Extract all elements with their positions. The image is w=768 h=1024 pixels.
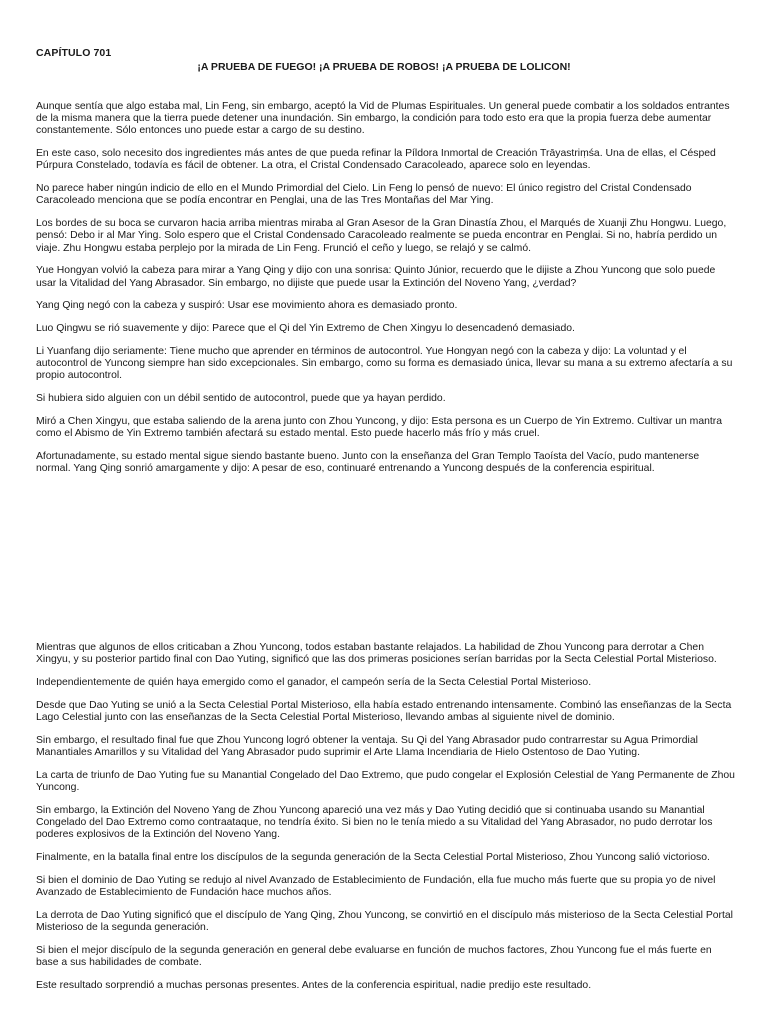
paragraph: Luo Qingwu se rió suavemente y dijo: Parece que el Qi del Yin Extremo de Chen Xingyu lo desencadenó demasiado. <box>36 323 575 335</box>
paragraph: Yang Qing negó con la cabeza y suspiró: Usar ese movimiento ahora es demasiado pronto. <box>36 300 458 312</box>
chapter-title: ¡A PRUEBA DE FUEGO! ¡A PRUEBA DE ROBOS! ¡A PRUEBA DE LOLICON! <box>197 61 571 73</box>
paragraph: Desde que Dao Yuting se unió a la Secta Celestial Portal Misterioso, ella había estado entrenando intensamente. Combinó las enseñanzas de la Secta Lago Celestial junto con las enseñanzas de la Secta Celestial Portal Misterioso, llevando ambas al siguiente nivel de dominio. <box>36 699 732 723</box>
paragraph: Este resultado sorprendió a muchas personas presentes. Antes de la conferencia espiritual, nadie predijo este resultado. <box>36 979 592 991</box>
paragraph: Afortunadamente, su estado mental sigue siendo bastante bueno. Junto con la enseñanza del Gran Templo Taoísta del Vacío, pudo mantenerse normal. Yang Qing sonrió amargamente y dijo: A pesar de eso, continuaré entrenando a Yuncong después de la conferencia espiritual. <box>36 451 700 475</box>
paragraph: Aunque sentía que algo estaba mal, Lin Feng, sin embargo, aceptó la Vid de Plumas Espirituales. Un general puede combatir a los soldados entrantes de la misma manera que la tierra puede detener una inundación. Sin embargo, la condición para todo esto era que la propia fuerza debe aumentar constantemente. Sólo entonces uno puede estar a cargo de su destino. <box>36 101 730 137</box>
paragraph: Sin embargo, el resultado final fue que Zhou Yuncong logró obtener la ventaja. Su Qi del Yang Abrasador pudo contrarrestar su Agua Primordial Manantiales Amarillos y su Vitalidad del Yang Abrasador pudo suprimir el Arte Llama Incendiaria de Hielo Ostentoso de Dao Yuting. <box>36 734 698 758</box>
paragraph: Los bordes de su boca se curvaron hacia arriba mientras miraba al Gran Asesor de la Gran Dinastía Zhou, el Marqués de Xuanji Zhu Hongwu. Luego, pensó: Debo ir al Mar Ying. Solo espero que el Cristal Condensado Caracoleado realmente se pueda encontrar en Penglai. Si no, habría perdido un viaje. Zhu Hongwu estaba perplejo por la mirada de Lin Feng. Frunció el ceño y luego, se relajó y se calmó. <box>36 218 727 254</box>
paragraph: En este caso, solo necesito dos ingredientes más antes de que pueda refinar la Píldora Inmortal de Creación Trāyastriṃśa. Una de ellas, el Césped Púrpura Constelado, todavía es fácil de obtener. La otra, el Cristal Condensado Caracoleado, aparece solo en leyendas. <box>36 148 716 172</box>
paragraph: Li Yuanfang dijo seriamente: Tiene mucho que aprender en términos de autocontrol. Yue Hongyan negó con la cabeza y dijo: La voluntad y el autocontrol de Yuncong siempre han sido excepcionales. Sin embargo, como su forma es demasiado única, llevar su mana a su extremo afectaría a su propio autocontrol. <box>36 346 733 382</box>
paragraph: Miró a Chen Xingyu, que estaba saliendo de la arena junto con Zhou Yuncong, y dijo: Esta persona es un Cuerpo de Yin Extremo. Cultivar un mantra como el Abismo de Yin Extremo también afectará su estado mental. Esto puede hacerlo más frío y más cruel. <box>36 416 723 440</box>
paragraph: La derrota de Dao Yuting significó que el discípulo de Yang Qing, Zhou Yuncong, se convirtió en el discípulo más misterioso de la Secta Celestial Portal Misterioso de la segunda generación. <box>36 909 733 933</box>
paragraph: La carta de triunfo de Dao Yuting fue su Manantial Congelado del Dao Extremo, que pudo congelar el Explosión Celestial de Yang Permanente de Zhou Yuncong. <box>36 769 735 793</box>
text-section-1 <box>36 101 736 486</box>
paragraph: Si bien el dominio de Dao Yuting se redujo al nivel Avanzado de Establecimiento de Fundación, ella fue mucho más fuerte que su propia yo de nivel Avanzado de Establecimiento de Fundación hace muchos años. <box>36 874 716 898</box>
paragraph: No parece haber ningún indicio de ello en el Mundo Primordial del Cielo. Lin Feng lo pensó de nuevo: El único registro del Cristal Condensado Caracoleado menciona que se podía encontrar en Penglai, una de las Tres Montañas del Mar Ying. <box>36 183 692 207</box>
paragraph: Mientras que algunos de ellos criticaban a Zhou Yuncong, todos estaban bastante relajados. La habilidad de Zhou Yuncong para derrotar a Chen Xingyu, y su posterior partido final con Dao Yuting, significó que las dos primeras posiciones serían barridas por la Secta Celestial Portal Misterioso. <box>36 642 717 666</box>
paragraph: Independientemente de quién haya emergido como el ganador, el campeón sería de la Secta Celestial Portal Misterioso. <box>36 677 592 688</box>
paragraph: Yue Hongyan volvió la cabeza para mirar a Yang Qing y dijo con una sonrisa: Quinto Júnior, recuerdo que le dijiste a Zhou Yuncong que solo puede usar la Vitalidad del Yang Abrasador. Sin embargo, no dijiste que puede usar la Extinción del Noveno Yang, ¿verdad? <box>36 265 716 289</box>
paragraph: Si bien el mejor discípulo de la segunda generación en general debe evaluarse en función de muchos factores, Zhou Yuncong fue el más fuerte en base a sus habilidades de combate. <box>36 944 712 968</box>
chapter-label: CAPÍTULO 701 <box>36 47 112 59</box>
paragraph: Finalmente, en la batalla final entre los discípulos de la segunda generación de la Secta Celestial Portal Misterioso, Zhou Yuncong salió victorioso. <box>36 852 710 863</box>
text-section-2 <box>36 642 736 1003</box>
paragraph: Sin embargo, la Extinción del Noveno Yang de Zhou Yuncong apareció una vez más y Dao Yuting decidió que si continuaba usando su Manantial Congelado del Dao Extremo como contraataque, no tendría éxito. Si bien no le tenía miedo a su Vitalidad del Yang Abrasador, no pudo derrotar los poderes explosivos de la Extinción del Noveno Yang. <box>36 804 713 841</box>
paragraph: Si hubiera sido alguien con un débil sentido de autocontrol, puede que ya hayan perdido. <box>36 393 446 405</box>
